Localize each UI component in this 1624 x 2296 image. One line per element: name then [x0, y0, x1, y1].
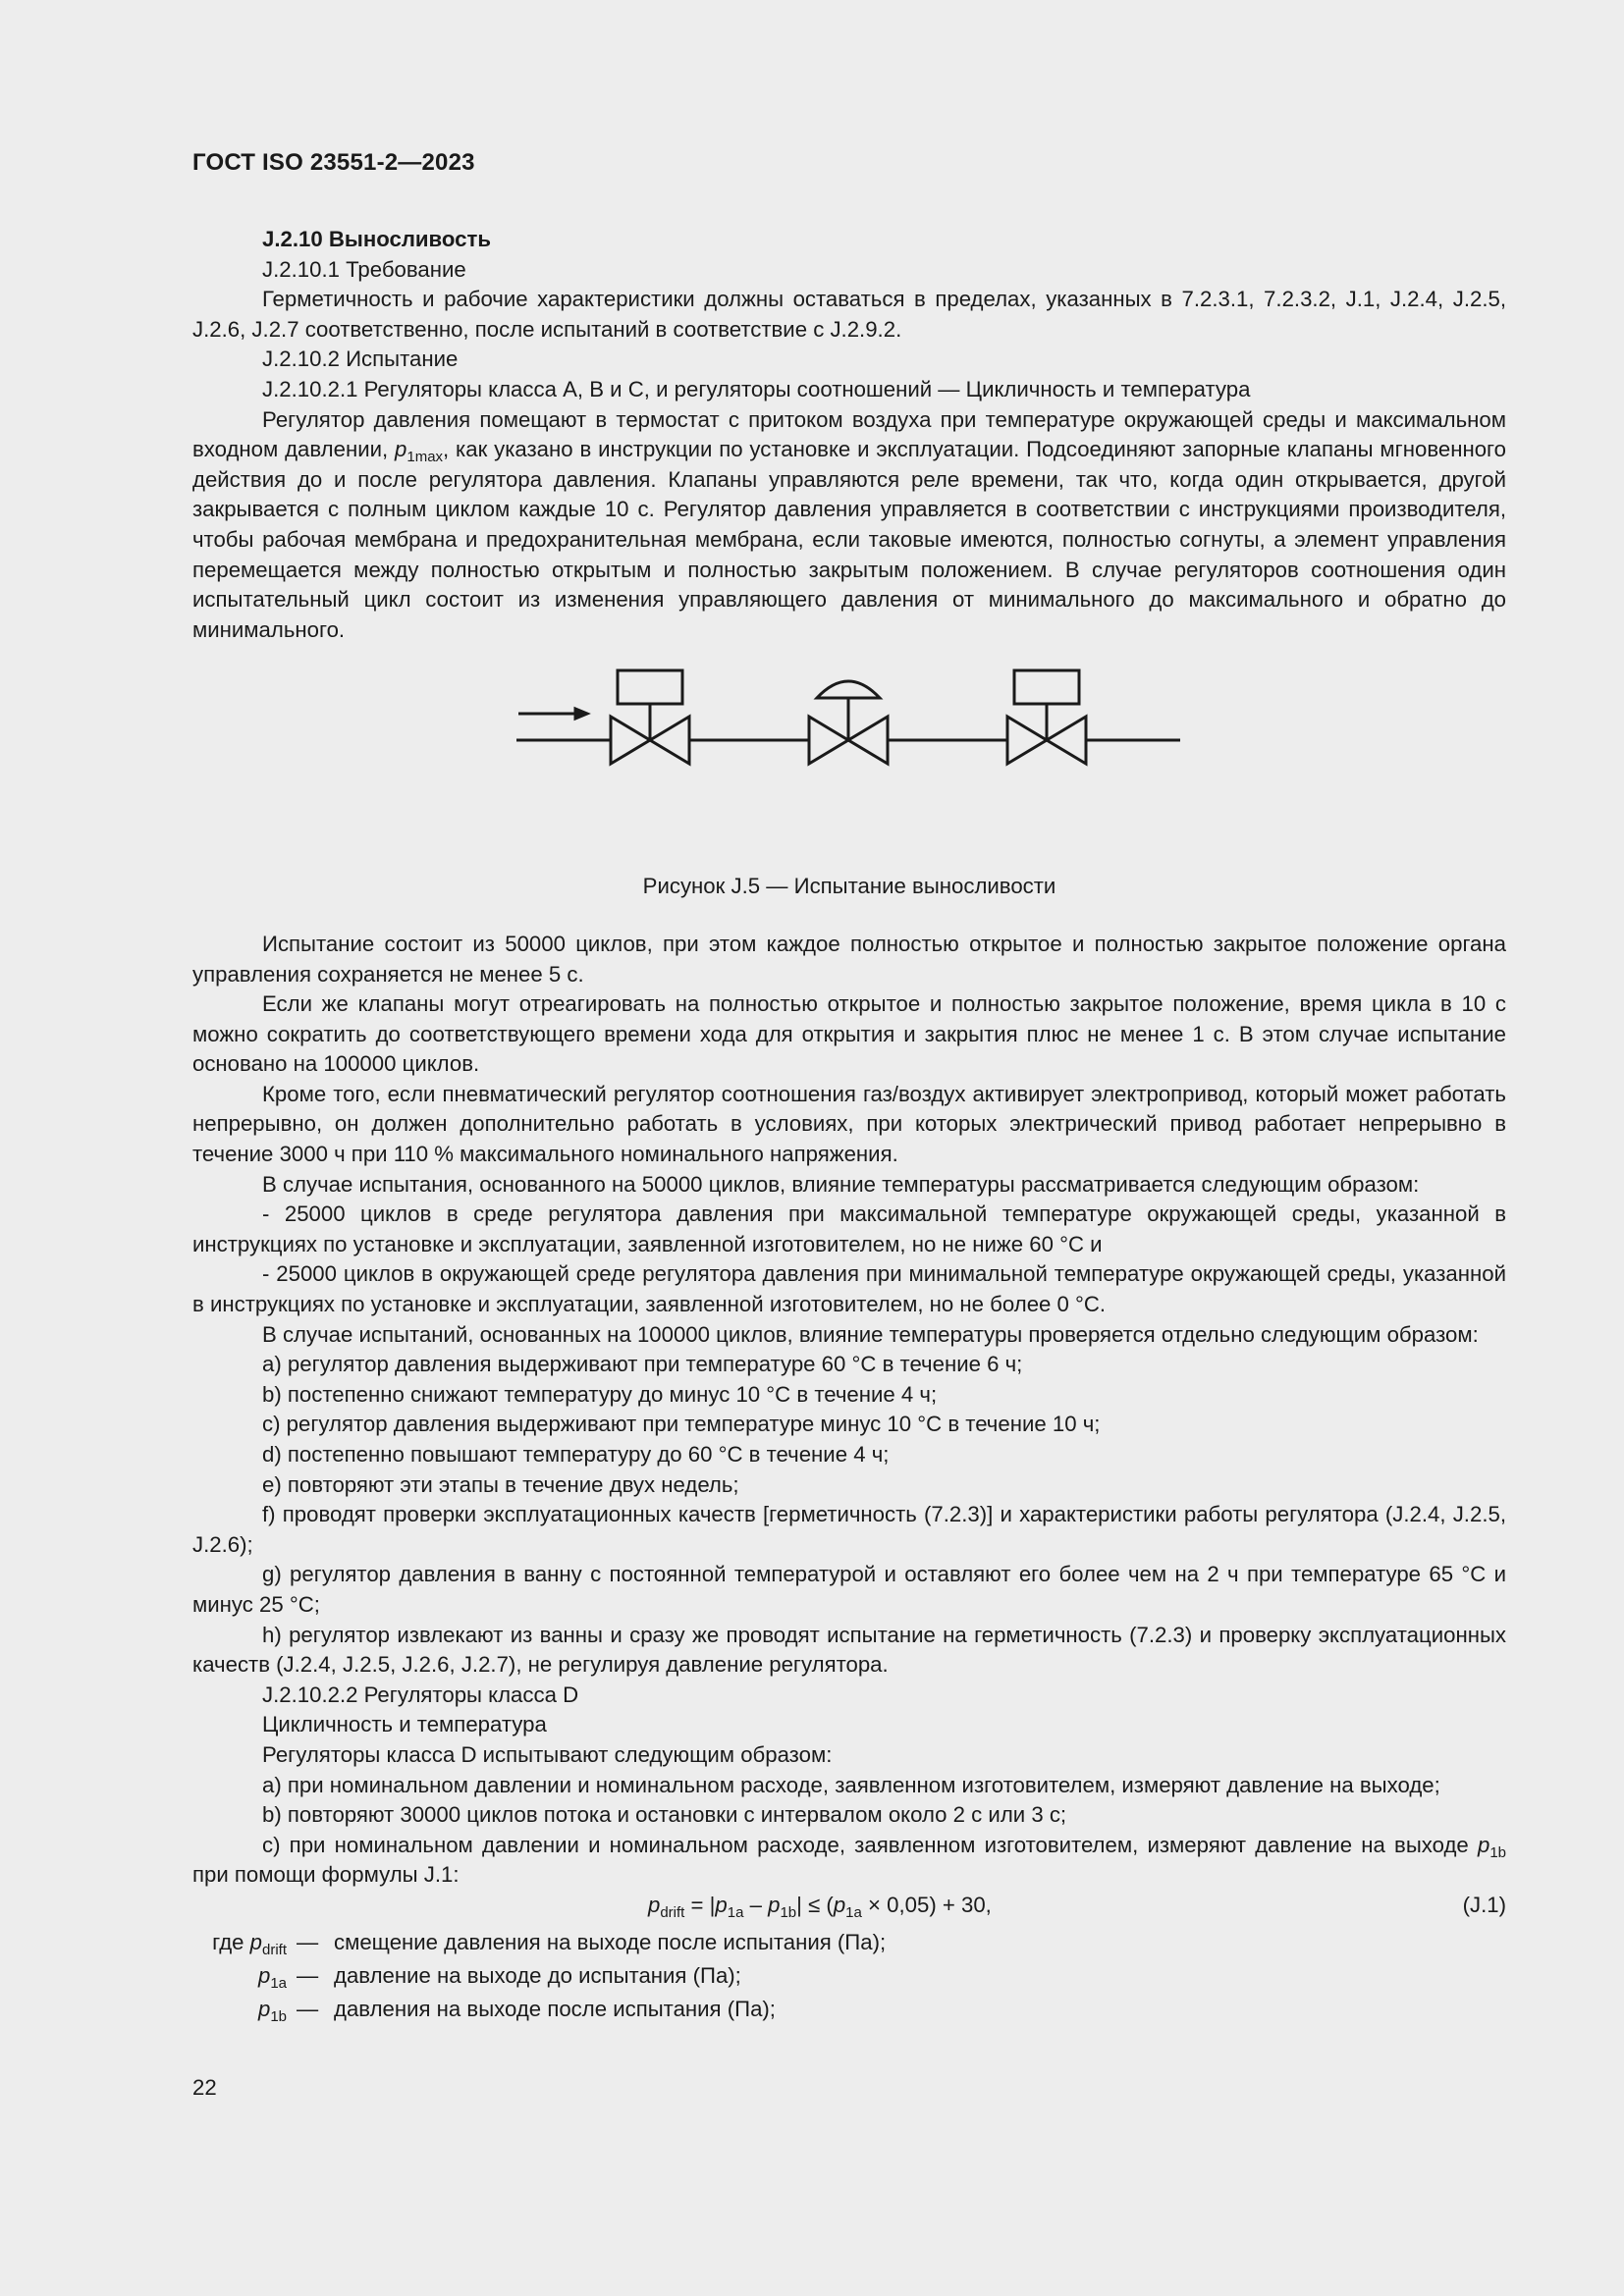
symbol: p: [257, 1962, 271, 1988]
text-run: , как указано в инструкции по установке и эксплуатации. Подсоединяют запорные клапаны мгновенного действия до и после регулятора давления. Клапаны управляются реле времени, так что, когда один открывается, другой закрывается с полным циклом каждые 10 с. Регулятор давления управляется в соответствии с инструкциями производителя, чтобы рабочая мембрана и предохранительная мембрана, если таковые имеются, полностью согнуты, а элемент управления перемещается между полностью открытым и полностью закрытым положением. В случае регуляторов соотношения один испытательный цикл состоит из изменения управляющего давления от минимального до максимального и обратно до минимального.: [192, 437, 1506, 642]
list-item: e) повторяют эти этапы в течение двух недель;: [262, 1471, 739, 1497]
list-item: f) проводят проверки эксплуатационных качеств [герметичность (7.2.3)] и характеристики работы регулятора (J.2.4, J.2.5, J.2.6);: [192, 1502, 1506, 1557]
list-item: - 25000 циклов в среде регулятора давления при максимальной температуре окружающей среды, указанной в инструкциях по установке и эксплуатации, заявленной изготовителем, но не ниже 60 °С и: [192, 1201, 1506, 1256]
symbol: p: [249, 1929, 262, 1954]
subscript: drift: [261, 1941, 287, 1958]
formula-number: (J.1): [1462, 1892, 1506, 1917]
symbol: p: [715, 1892, 728, 1917]
text-run: c) при номинальном давлении и номинальном расходе, заявленном изготовителем, измеряют давление на выходе: [262, 1832, 1478, 1857]
symbol: p: [257, 1996, 271, 2021]
subsection-heading: J.2.10.2.1 Регуляторы класса A, B и C, и регуляторы соотношений — Цикличность и температура: [262, 376, 1251, 401]
list-item: h) регулятор извлекают из ванны и сразу же проводят испытание на герметичность (7.2.3) и проверку эксплуатационных качеств (J.2.4, J.2.5, J.2.6, J.2.7), не регулируя давление регулятора.: [192, 1622, 1506, 1678]
where-dash: —: [297, 1929, 319, 1954]
operator: –: [743, 1892, 769, 1917]
operator: × 0,05) + 30,: [861, 1892, 992, 1917]
figure-j5: [192, 663, 1506, 872]
regulator-right: [848, 717, 888, 764]
where-block: [192, 1928, 1506, 2028]
symbol: p: [1477, 1832, 1490, 1857]
text-run: при помощи формулы J.1:: [192, 1862, 460, 1888]
where-description: давление на выходе до испытания (Па);: [334, 1962, 741, 1988]
list-item: b) повторяют 30000 циклов потока и остановки с интервалом около 2 с или 3 с;: [262, 1802, 1067, 1828]
flow-arrow-head: [575, 709, 587, 719]
where-row: [192, 1995, 1506, 2028]
subscript: 1a: [270, 1974, 287, 1992]
subsection-heading: J.2.10.2 Испытание: [262, 347, 459, 372]
subscript: 1b: [780, 1903, 797, 1921]
regulator-left: [809, 717, 848, 764]
paragraph: Если же клапаны могут отреагировать на полностью открытое и полностью закрытое положение, время цикла в 10 с можно сократить до соответствующего времени хода для открытия и закрытия плюс не менее 1 с. В этом случае испытание основано на 100000 циклов.: [192, 991, 1506, 1077]
where-description: смещение давления на выходе после испытания (Па);: [334, 1929, 887, 1954]
valve-1-actuator: [618, 670, 682, 704]
figure-caption: Рисунок J.5 — Испытание выносливости: [642, 874, 1056, 899]
text-run: Регулятор давления помещают в термостат с притоком воздуха при температуре окружающей среды и максимальном входном давлении,: [192, 406, 1506, 462]
where-dash: —: [297, 1962, 319, 1988]
subscript: 1a: [845, 1903, 862, 1921]
valve-2-right: [1047, 717, 1086, 764]
operator: = |: [684, 1892, 716, 1917]
valve-1-left: [611, 717, 650, 764]
where-description: давления на выходе после испытания (Па);: [334, 1996, 776, 2021]
where-symbol: [192, 1928, 287, 1958]
list-item: a) при номинальном давлении и номинальном расходе, заявленном изготовителем, измеряют давление на выходе;: [262, 1772, 1440, 1797]
subsection-heading: J.2.10.1 Требование: [262, 256, 466, 282]
formula-expression: [648, 1891, 992, 1921]
page-number: 22: [192, 2075, 217, 2100]
section-heading: J.2.10 Выносливость: [262, 227, 492, 251]
valve-diagram: [516, 663, 1194, 790]
list-item: g) регулятор давления в ванну с постоянной температурой и оставляют его более чем на 2 ч при температуре 65 °С и минус 25 °С;: [192, 1562, 1506, 1617]
paragraph: Герметичность и рабочие характеристики должны оставаться в пределах, указанных в 7.2.3.1, 7.2.3.2, J.1, J.2.4, J.2.5, J.2.6, J.2.7 соответственно, после испытаний в соответствие с J.2.9.2.: [192, 287, 1506, 342]
symbol: p: [648, 1892, 661, 1917]
operator: | ≤ (: [796, 1892, 834, 1917]
formula-j1: [192, 1891, 1506, 1922]
list-item: b) постепенно снижают температуру до минус 10 °С в течение 4 ч;: [262, 1381, 938, 1407]
paragraph: В случае испытаний, основанных на 100000 циклов, влияние температуры проверяется отдельно следующим образом:: [262, 1321, 1479, 1347]
list-item: d) постепенно повышают температуру до 60 °С в течение 4 ч;: [262, 1442, 890, 1467]
paragraph: Регуляторы класса D испытывают следующим образом:: [262, 1741, 833, 1767]
symbol: p: [833, 1892, 846, 1917]
subsection-subtitle: Цикличность и температура: [262, 1712, 547, 1737]
subscript: drift: [660, 1903, 685, 1921]
where-row: [192, 1961, 1506, 1995]
valve-2-left: [1007, 717, 1047, 764]
subscript: 1b: [270, 2007, 287, 2025]
subscript: 1max: [406, 449, 444, 466]
subscript: 1b: [1489, 1843, 1506, 1861]
where-symbol: [192, 1961, 287, 1992]
page-content: [192, 225, 1506, 2028]
symbol: p: [768, 1892, 781, 1917]
list-item: - 25000 циклов в окружающей среде регулятора давления при минимальной температуре окружающей среды, указанной в инструкциях по установке и эксплуатации, заявленной изготовителем, но не более 0 °С.: [192, 1261, 1506, 1317]
where-symbol: [192, 1995, 287, 2025]
subscript: 1a: [727, 1903, 744, 1921]
paragraph: Испытание состоит из 50000 циклов, при этом каждое полностью открытое и полностью закрытое положение органа управления сохраняется не менее 5 с.: [192, 931, 1506, 987]
regulator-diaphragm: [817, 681, 880, 698]
list-item: c) регулятор давления выдерживают при температуре минус 10 °С в течение 10 ч;: [262, 1412, 1101, 1437]
where-label: где: [212, 1929, 250, 1954]
where-row: [192, 1928, 1506, 1961]
list-item: [192, 1831, 1506, 1891]
where-dash: —: [297, 1996, 319, 2021]
list-item: a) регулятор давления выдерживают при температуре 60 °С в течение 6 ч;: [262, 1352, 1023, 1377]
paragraph: В случае испытания, основанного на 50000 циклов, влияние температуры рассматривается следующим образом:: [262, 1171, 1420, 1197]
symbol: p: [395, 437, 407, 462]
subsection-heading: J.2.10.2.2 Регуляторы класса D: [262, 1682, 579, 1707]
valve-2-actuator: [1014, 670, 1079, 704]
paragraph: [192, 405, 1506, 646]
document-header: ГОСТ ISO 23551-2—2023: [192, 149, 475, 176]
paragraph: Кроме того, если пневматический регулятор соотношения газ/воздух активирует электропривод, который может работать непрерывно, он должен дополнительно работать в условиях, при которых электрический привод работает непрерывно в течение 3000 ч при 110 % максимального номинального напряжения.: [192, 1081, 1506, 1167]
valve-1-right: [650, 717, 689, 764]
